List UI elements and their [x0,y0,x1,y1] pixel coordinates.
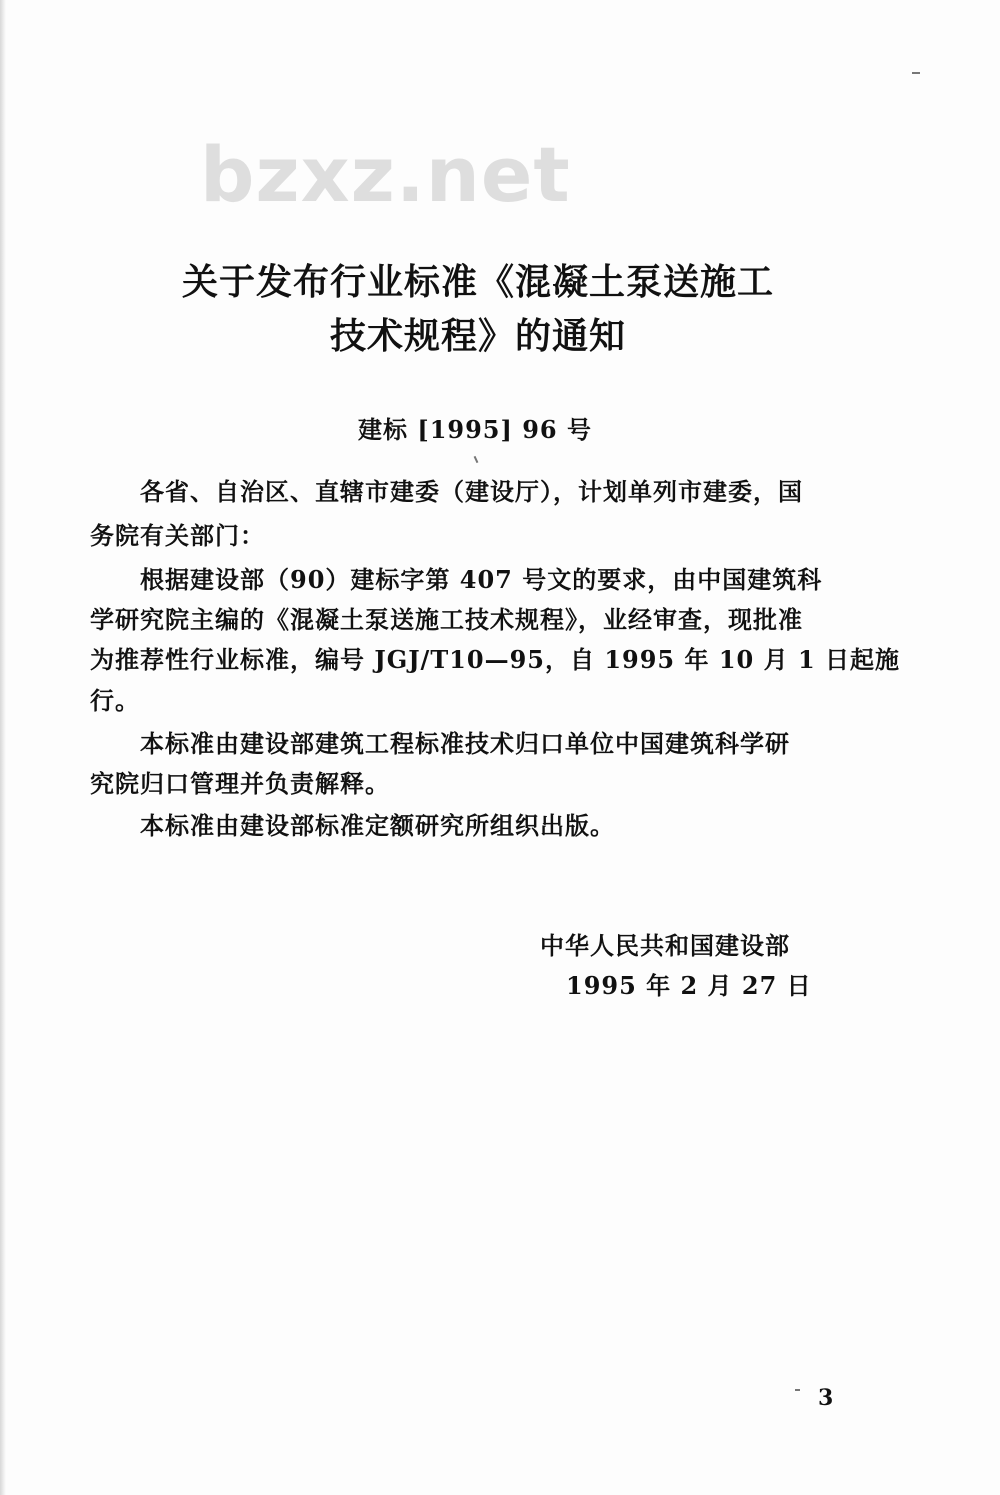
paragraph1-line-1: 根据建设部（90）建标字第 407 号文的要求，由中国建筑科 [140,565,823,594]
issue-date: 1995 年 2 月 27 日 [566,971,812,1000]
paragraph3-line-1: 本标准由建设部标准定额研究所组织出版。 [140,811,615,840]
paragraph1-line-2: 学研究院主编的《混凝土泵送施工技术规程》，业经审查，现批准 [90,605,803,634]
watermark: bzxz.net [200,130,571,219]
document-number: 建标 [1995] 96 号 [358,415,592,444]
page-number: 3 [818,1385,834,1411]
scan-speck [474,456,479,463]
scan-speck [795,1389,800,1391]
paragraph2-line-1: 本标准由建设部建筑工程标准技术归口单位中国建筑科学研 [140,729,790,758]
paragraph1-line-4: 行。 [90,686,140,715]
addressee-line-2: 务院有关部门： [90,521,265,550]
scan-edge [0,0,6,1495]
paragraph1-line-3: 为推荐性行业标准，编号 JGJ/T10—95，自 1995 年 10 月 1 日起施 [90,645,901,674]
title-line-1: 关于发布行业标准《混凝土泵送施工 [181,261,774,303]
title-line-2: 技术规程》的通知 [329,315,626,357]
issuer: 中华人民共和国建设部 [540,931,790,960]
addressee-line-1: 各省、自治区、直辖市建委（建设厅），计划单列市建委，国 [140,477,803,506]
scan-speck [912,72,920,74]
paragraph2-line-2: 究院归口管理并负责解释。 [90,769,390,798]
